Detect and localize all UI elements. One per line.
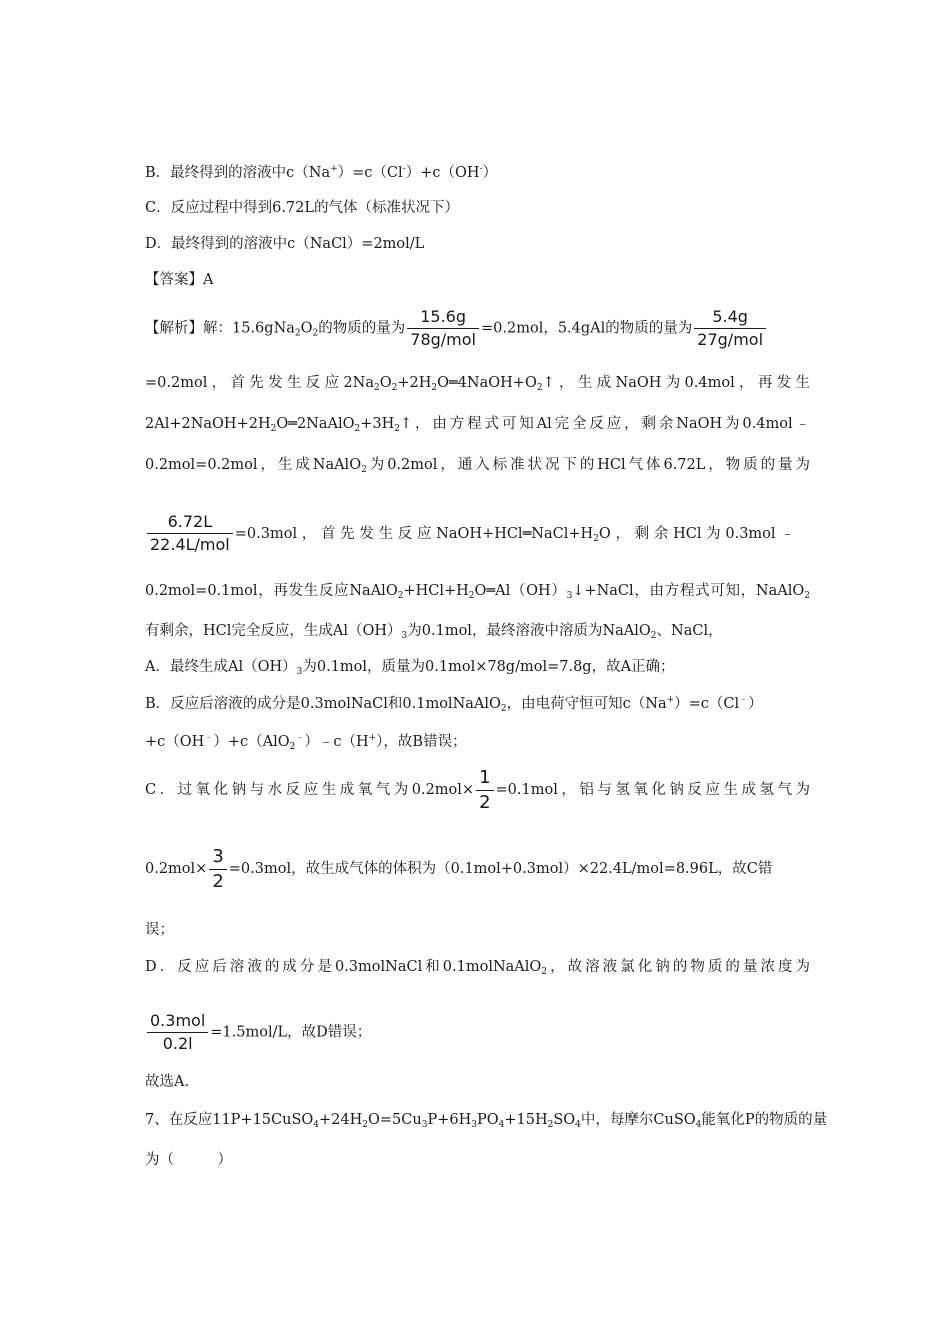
analysis-line-5: $\frac{6.72L}{\text{22.4L/mol}}$ =0.3mol，首先发生反应$NaOH+HCl═NaCl+H_2O$，剩余HCl为0.3mol﹣ [145,511,810,555]
analysis-line-14: D．反应后溶液的成分是0.3molNaCl和0.1molNaAlO$_2$，故溶液氯化钠的物质的量浓度为 [145,959,811,977]
analysis-line-8: A．最终生成$Al(OH)_3$为0.1mol，质量为0.1mol×78g/mol=7.8g，故A正确； [145,659,675,677]
option-c: C．反应过程中得到6.72L的气体（标准状况下） [145,200,460,216]
analysis-line-15: $\frac{\text{0.3mol}}{0.2l}$ =1.5mol/L，故D错误； [145,1010,810,1054]
analysis-line-4: 0.2mol=0.2mol，生成NaAlO$_2$为0.2mol，通入标准状况下的HCl气体6.72L，物质的量为 [145,457,810,475]
fraction-6: $\frac{\text{0.3mol}}{0.2l}$ [147,1010,208,1055]
analysis-line-12: 0.2mol× $\frac{3}{2}$ =0.3mol，故生成气体的体积为（0.1mol+0.3mol）×22.4L/mol=8.96L，故C错 [145,845,773,892]
analysis-line-1: 【解析】解：$15.6gNa_2O_2$的物质的量为 $\frac{15.6g}{\text{78g/mol}}$ =0.2mol，5.4gAl的物质的量为 $\frac{5.4g}{\text{27g/mol}}$ [145,306,810,350]
option-b: B．最终得到的溶液中c（Na+）=c（Cl-）+c（OH-） [145,164,498,181]
analysis-line-2: =0.2mol，首先发生反应$2Na_2O_2+2H_2O═4NaOH+O_2↑$，生成NaOH为0.4mol，再发生 [145,375,810,393]
answer-line: 【答案】A [145,272,214,288]
analysis-conclusion: 故选A. [145,1074,190,1090]
analysis-line-10: +c（OH﹣）+c（AlO$_2$﹣）﹣c（H+），故B错误； [145,733,467,752]
analysis-line-3: $2Al+2NaOH+2H_2O═2NaAlO_2+3H_2↑$，由方程式可知Al完全反应，剩余NaOH为0.4mol﹣ [145,416,810,434]
analysis-line-11: C．过氧化钠与水反应生成氧气为0.2mol× $\frac{1}{2}$ =0.1mol，铝与氢氧化钠反应生成氢气为 [145,766,810,813]
fraction-4: $\frac{1}{2}$ [476,766,493,815]
question-7-line-2: 为（ ） [145,1152,232,1168]
fraction-1: $\frac{15.6g}{\text{78g/mol}}$ [407,306,479,351]
analysis-line-9: B．反应后溶液的成分是0.3molNaCl和0.1molNaAlO$_2$，由电荷守恒可知c（Na+）=c（Cl﹣） [145,695,763,714]
analysis-line-13: 误； [145,922,174,938]
fraction-2: $\frac{5.4g}{\text{27g/mol}}$ [694,306,766,351]
analysis-line-6: 0.2mol=0.1mol，再发生反应$NaAlO_2+HCl+H_2O═Al(OH)_3↓+NaCl$，由方程式可知，NaAlO$_2$ [145,583,810,601]
question-7-line-1: 7、在反应$11P+15CuSO_4+24H_2O=5Cu_3P+6H_3PO_4+15H_2SO_4$中，每摩尔CuSO$_4$能氧化P的物质的量 [145,1112,828,1130]
fraction-5: $\frac{3}{2}$ [209,845,226,894]
analysis-line-7: 有剩余，HCl完全反应，生成$Al(OH)_3$为0.1mol，最终溶液中溶质为NaAlO$_2$、NaCl， [145,623,723,641]
option-d: D．最终得到的溶液中c（NaCl）=2mol/L [145,236,425,252]
fraction-3: $\frac{6.72L}{\text{22.4L/mol}}$ [147,511,233,556]
